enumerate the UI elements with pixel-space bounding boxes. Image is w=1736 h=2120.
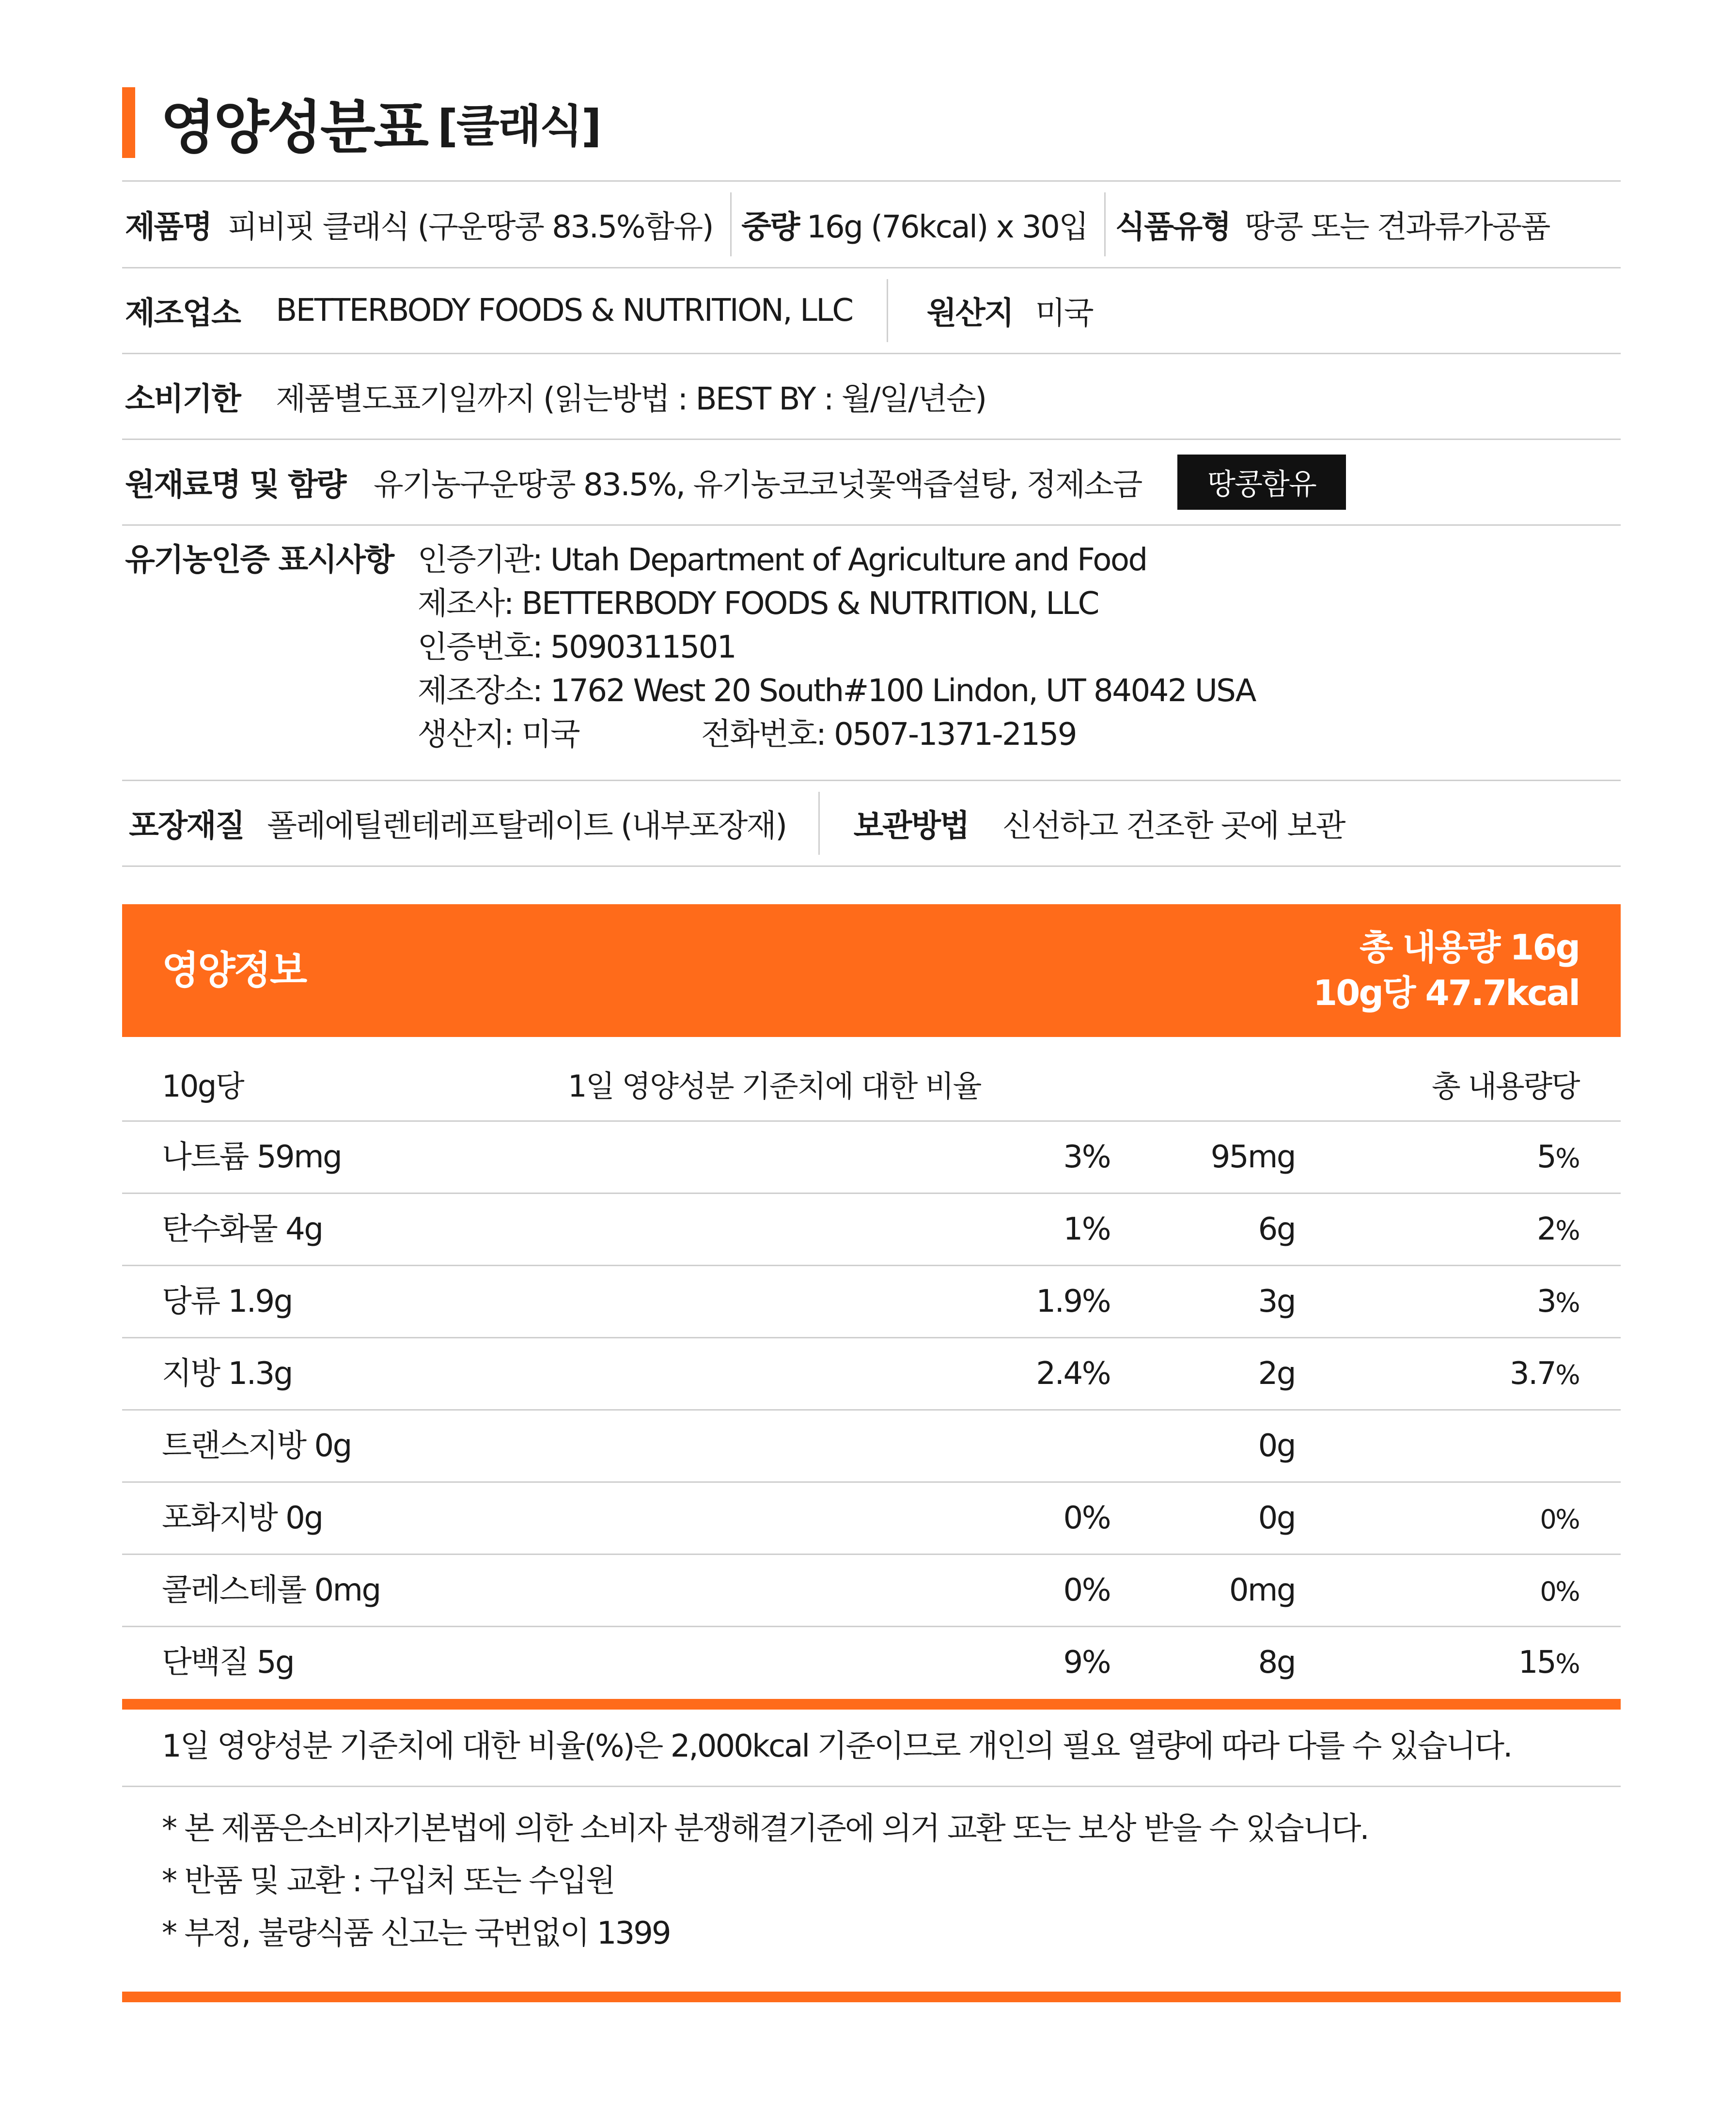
total-amount: 총 내용량 16g xyxy=(1359,927,1579,968)
nutrient-total-pct xyxy=(1518,1627,1579,1699)
nutrition-rows xyxy=(122,1122,1621,1698)
storage-label: 보관방법 xyxy=(853,808,969,844)
title-accent-bar xyxy=(122,87,135,158)
ingredients-value: 유기농구운땅콩 83.5%, 유기농코코넛꽃액즙설탕, 정제소금 xyxy=(373,467,1142,503)
nutrient-daily-pct: 9% xyxy=(1063,1645,1110,1680)
col-header-total: 총 내용량당 xyxy=(1431,1068,1579,1104)
nutrient-total-pct-value: 0 xyxy=(1540,1576,1556,1607)
table-row xyxy=(122,1411,1621,1483)
cert-phone: 전화번호: 0507-1371-2159 xyxy=(701,717,1076,753)
orange-divider-top xyxy=(122,1699,1621,1710)
table-row xyxy=(122,1122,1621,1194)
nutrition-title: 영양정보 xyxy=(162,948,306,993)
food-type-value: 땅콩 또는 견과류가공품 xyxy=(1244,209,1549,245)
page-title: 영양성분표 xyxy=(160,94,427,161)
nutrient-name: 콜레스테롤 0mg xyxy=(162,1572,380,1608)
info-row-product xyxy=(122,180,1621,267)
packaging-label: 포장재질 xyxy=(129,808,244,844)
nutrient-name: 포화지방 0g xyxy=(162,1500,323,1536)
nutrient-total-pct-value: 2 xyxy=(1536,1211,1556,1247)
col-header-daily: 1일 영양성분 기준치에 대한 비율 xyxy=(568,1068,981,1104)
nutrient-total: 0g xyxy=(1258,1500,1295,1536)
nutrient-total-pct xyxy=(1537,1122,1579,1194)
nutrient-total: 0mg xyxy=(1229,1572,1295,1608)
table-row xyxy=(122,1627,1621,1698)
divider xyxy=(1104,192,1106,256)
percent-sign: % xyxy=(1555,1143,1579,1174)
nutrient-daily-pct: 2.4% xyxy=(1036,1356,1110,1392)
info-row-ingredients xyxy=(122,439,1621,524)
weight-label: 중량 xyxy=(741,209,799,245)
nutrient-total-pct-value: 3 xyxy=(1536,1284,1556,1319)
nutrient-total: 95mg xyxy=(1210,1139,1295,1175)
consumer-notes xyxy=(162,1803,1368,1960)
divider xyxy=(122,1786,1621,1787)
daily-value-footnote: 1일 영양성분 기준치에 대한 비율(%)은 2,000kcal 기준이므로 개인의 필요 열량에 따라 다를 수 있습니다. xyxy=(162,1728,1512,1764)
divider xyxy=(730,192,732,256)
nutrient-total-pct xyxy=(1510,1338,1579,1411)
nutrient-total-pct xyxy=(1540,1555,1579,1627)
nutrient-total: 3g xyxy=(1258,1284,1295,1319)
info-row-expiry xyxy=(122,353,1621,439)
cert-origin: 생산지: 미국 xyxy=(417,717,579,753)
title-row xyxy=(122,86,600,159)
info-row-organic xyxy=(122,524,1621,780)
nutrient-total-pct xyxy=(1537,1194,1579,1266)
percent-sign: % xyxy=(1555,1504,1579,1535)
product-name-label: 제품명 xyxy=(125,209,211,245)
nutrient-daily-pct: 1% xyxy=(1063,1211,1110,1247)
nutrient-name: 트랜스지방 0g xyxy=(162,1428,351,1464)
nutrient-total-pct-value: 3.7 xyxy=(1509,1356,1556,1392)
nutrient-name: 나트륨 59mg xyxy=(162,1139,342,1175)
per-10g-kcal: 10g당 47.7kcal xyxy=(1313,973,1579,1013)
nutrition-summary xyxy=(1313,925,1579,1016)
table-row xyxy=(122,1483,1621,1555)
nutrient-daily-pct: 1.9% xyxy=(1036,1284,1110,1319)
table-row xyxy=(122,1555,1621,1627)
table-row xyxy=(122,1194,1621,1266)
organic-label: 유기농인증 표시사항 xyxy=(125,542,393,578)
percent-sign: % xyxy=(1555,1215,1579,1246)
food-type-label: 식품유형 xyxy=(1115,209,1230,245)
note-returns: * 반품 및 교환 : 구입처 또는 수입원 xyxy=(162,1863,614,1899)
packaging-value: 폴레에틸렌테레프탈레이트 (내부포장재) xyxy=(267,808,786,844)
nutrition-column-headers xyxy=(122,1057,1621,1122)
weight-value: 16g (76kcal) x 30입 xyxy=(806,209,1088,245)
percent-sign: % xyxy=(1555,1360,1579,1390)
cert-location: 제조장소: 1762 West 20 South#100 Lindon, UT 84042 USA xyxy=(417,673,1255,709)
info-row-manufacturer xyxy=(122,267,1621,353)
nutrient-total: 6g xyxy=(1258,1211,1295,1247)
product-name-value: 피비핏 클래식 (구운땅콩 83.5%함유) xyxy=(227,209,713,245)
cert-origin-phone xyxy=(418,713,1255,756)
nutrition-header xyxy=(122,904,1621,1037)
cert-number: 인증번호: 5090311501 xyxy=(417,629,736,665)
manufacturer-value: BETTERBODY FOODS & NUTRITION, LLC xyxy=(276,293,853,329)
nutrient-name: 지방 1.3g xyxy=(162,1356,292,1392)
nutrient-name: 단백질 5g xyxy=(162,1645,294,1680)
nutrient-total-pct-value: 15 xyxy=(1518,1645,1556,1680)
cert-maker: 제조사: BETTERBODY FOODS & NUTRITION, LLC xyxy=(417,586,1098,622)
origin-value: 미국 xyxy=(1035,296,1093,331)
nutrient-daily-pct: 3% xyxy=(1063,1139,1110,1175)
nutrient-total-pct-value: 5 xyxy=(1536,1139,1556,1175)
orange-divider-bottom xyxy=(122,1992,1621,2002)
nutrient-name: 탄수화물 4g xyxy=(162,1211,323,1247)
expiry-value: 제품별도표기일까지 (읽는방법 : BEST BY : 월/일/년순) xyxy=(276,381,986,417)
allergen-badge: 땅콩함유 xyxy=(1177,455,1346,510)
nutrient-daily-pct: 0% xyxy=(1063,1572,1110,1608)
note-dispute: * 본 제품은소비자기본법에 의한 소비자 분쟁해결기준에 의거 교환 또는 보상 받을 수 있습니다. xyxy=(162,1811,1368,1847)
divider xyxy=(887,279,888,342)
product-info-table xyxy=(122,180,1621,867)
cert-agency: 인증기관: Utah Department of Agriculture and Food xyxy=(417,542,1147,578)
expiry-label: 소비기한 xyxy=(125,381,240,417)
manufacturer-label: 제조업소 xyxy=(125,296,240,331)
note-report: * 부정, 불량식품 신고는 국번없이 1399 xyxy=(162,1916,670,1951)
nutrient-total-pct xyxy=(1537,1266,1579,1338)
col-header-per10g: 10g당 xyxy=(162,1068,244,1104)
nutrient-name: 당류 1.9g xyxy=(162,1284,292,1319)
table-row xyxy=(122,1338,1621,1411)
organic-cert-block xyxy=(418,526,1255,756)
origin-label: 원산지 xyxy=(926,296,1013,331)
percent-sign: % xyxy=(1555,1288,1579,1318)
divider xyxy=(818,792,820,855)
table-row xyxy=(122,1266,1621,1338)
storage-value: 신선하고 건조한 곳에 보관 xyxy=(1002,808,1345,844)
nutrient-total: 2g xyxy=(1258,1356,1295,1392)
nutrient-total-pct xyxy=(1540,1483,1579,1555)
nutrient-total-pct-value: 0 xyxy=(1540,1504,1556,1535)
percent-sign: % xyxy=(1555,1576,1579,1607)
info-row-packaging xyxy=(122,780,1621,867)
nutrient-total: 8g xyxy=(1258,1645,1295,1680)
nutrient-total: 0g xyxy=(1258,1428,1295,1464)
percent-sign: % xyxy=(1555,1649,1579,1679)
page-subtitle: [클래식] xyxy=(437,100,600,152)
nutrient-daily-pct: 0% xyxy=(1063,1500,1110,1536)
ingredients-label: 원재료명 및 함량 xyxy=(125,467,345,503)
